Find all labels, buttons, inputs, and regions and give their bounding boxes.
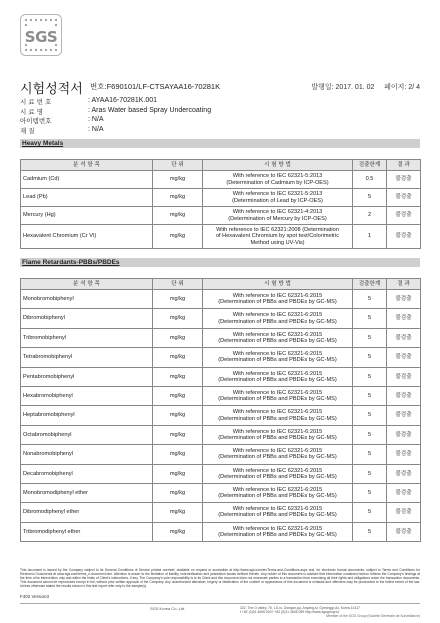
- method-line: With reference to IEC 62321-5:2013: [232, 173, 323, 180]
- analyte: Hexabromobiphenyl: [21, 386, 153, 405]
- page-count: 페이지: 2/ 4: [384, 84, 420, 91]
- analyte: Tribromobiphenyl: [21, 328, 153, 347]
- unit: mg/kg: [153, 225, 203, 249]
- method-line: With reference to IEC 62321-6:2015: [232, 331, 323, 338]
- meta-key: 시 료 번 호: [20, 98, 52, 106]
- method: [203, 348, 353, 367]
- detection-limit: 5: [353, 189, 387, 207]
- meta-row: [20, 97, 420, 107]
- table-row: [21, 290, 421, 309]
- method-line: (Determination of PBBs and PBDEs by GC-MS): [218, 512, 337, 519]
- col-item-header: 분 석 항 목: [21, 279, 153, 290]
- analyte: Mercury (Hg): [21, 207, 153, 225]
- result: 불검출: [387, 445, 421, 464]
- unit: mg/kg: [153, 207, 203, 225]
- method: [203, 207, 353, 225]
- method-line: With reference to IEC 62321-6:2015: [232, 428, 323, 435]
- method-line: With reference to IEC 62321-6:2015: [232, 389, 323, 396]
- table-row: [21, 483, 421, 502]
- meta-row: [20, 126, 420, 136]
- table-row: [21, 522, 421, 541]
- result: 불검출: [387, 367, 421, 386]
- method: [203, 425, 353, 444]
- method: [203, 225, 353, 249]
- title-row: [20, 78, 420, 97]
- unit: mg/kg: [153, 425, 203, 444]
- method-line: With reference to IEC 62321-6:2015: [232, 409, 323, 416]
- method: [203, 386, 353, 405]
- method-line: With reference to IEC 62321-6:2015: [232, 448, 323, 455]
- table-header-row: [21, 279, 421, 290]
- method-line: (Determination of PBBs and PBDEs by GC-MS): [218, 318, 337, 325]
- table-row: [21, 348, 421, 367]
- report-number: 번호:F690101/LF-CTSAYAA16-70281K: [90, 82, 221, 91]
- meta-row: [20, 107, 420, 117]
- analyte: Monobromobiphenyl: [21, 290, 153, 309]
- meta-key: 재 질: [20, 126, 35, 135]
- sample-meta: [20, 97, 420, 135]
- analyte: Lead (Pb): [21, 189, 153, 207]
- detection-limit: 5: [353, 445, 387, 464]
- analyte: Tetrabromobiphenyl: [21, 348, 153, 367]
- result: 불검출: [387, 290, 421, 309]
- col-unit-header: 단 위: [153, 279, 203, 290]
- analyte: Monobromodiphenyl ether: [21, 483, 153, 502]
- unit: mg/kg: [153, 348, 203, 367]
- detection-limit: 5: [353, 483, 387, 502]
- method: [203, 171, 353, 189]
- method: [203, 290, 353, 309]
- col-mdl-header: 검출한계: [353, 279, 387, 290]
- detection-limit: 5: [353, 406, 387, 425]
- detection-limit: 0.5: [353, 171, 387, 189]
- table-row: [21, 171, 421, 189]
- col-mdl-header: 검출한계: [353, 160, 387, 171]
- detection-limit: 5: [353, 425, 387, 444]
- flame-retardants-rows: [21, 290, 421, 542]
- table-row: [21, 328, 421, 347]
- method: [203, 445, 353, 464]
- detection-limit: 5: [353, 309, 387, 328]
- col-method-header: 시 험 방 법: [203, 279, 353, 290]
- table-row: [21, 367, 421, 386]
- method-line: (Determination of PBBs and PBDEs by GC-MS): [218, 396, 337, 403]
- address-line: 322, The O valley, 76, LS-ro, Dongan-gu, Anyang-si, Gyeonggi-do, Korea 14117: [240, 606, 360, 610]
- method-line: With reference to IEC 62321-4:2013: [232, 209, 323, 216]
- heavy-metals-table: [20, 159, 421, 249]
- method-line: (Determination of PBBs and PBDEs by GC-MS): [218, 337, 337, 344]
- logo-wordmark: SGS: [24, 28, 58, 46]
- result: 불검출: [387, 189, 421, 207]
- analyte: Decabromobiphenyl: [21, 464, 153, 483]
- issue-date: 발행일: 2017. 01. 02: [311, 84, 375, 91]
- company-name: SGS Korea Co.,Ltd.: [150, 606, 186, 611]
- unit: mg/kg: [153, 522, 203, 541]
- method: [203, 503, 353, 522]
- unit: mg/kg: [153, 464, 203, 483]
- analyte: Nonabromobiphenyl: [21, 445, 153, 464]
- col-item-header: 분 석 항 목: [21, 160, 153, 171]
- detection-limit: 5: [353, 386, 387, 405]
- method-line: of Hexavalent Chromium by spot test/Colorimetric: [215, 233, 340, 240]
- table-row: [21, 503, 421, 522]
- section-flame-retardants: Flame Retardants-PBBs/PBDEs: [20, 258, 420, 267]
- table-row: [21, 207, 421, 225]
- result: 불검출: [387, 522, 421, 541]
- col-unit-header: 단 위: [153, 160, 203, 171]
- method-line: With reference to IEC 62321-6:2015: [232, 467, 323, 474]
- col-result-header: 결 과: [387, 160, 421, 171]
- table-row: [21, 225, 421, 249]
- result: 불검출: [387, 503, 421, 522]
- detection-limit: 2: [353, 207, 387, 225]
- table-row: [21, 189, 421, 207]
- table-row: [21, 445, 421, 464]
- detection-limit: 5: [353, 503, 387, 522]
- method: [203, 406, 353, 425]
- method-line: (Determination of PBBs and PBDEs by GC-MS): [218, 473, 337, 480]
- group-membership: Member of the SGS Group (Société Générale de Surveillance): [326, 614, 420, 618]
- table-row: [21, 425, 421, 444]
- detection-limit: 5: [353, 290, 387, 309]
- analyte: Tribromodiphenyl ether: [21, 522, 153, 541]
- unit: mg/kg: [153, 445, 203, 464]
- table-row: [21, 386, 421, 405]
- result: 불검출: [387, 425, 421, 444]
- method-line: With reference to IEC 62321-6:2015: [232, 506, 323, 513]
- method: [203, 328, 353, 347]
- table-row: [21, 464, 421, 483]
- result: 불검출: [387, 171, 421, 189]
- table-row: [21, 406, 421, 425]
- unit: mg/kg: [153, 386, 203, 405]
- meta-row: [20, 116, 420, 126]
- unit: mg/kg: [153, 483, 203, 502]
- method-line: (Determination of PBBs and PBDEs by GC-MS): [218, 376, 337, 383]
- analyte: Octabromobiphenyl: [21, 425, 153, 444]
- result: 불검출: [387, 483, 421, 502]
- meta-value: : N/A: [88, 116, 104, 123]
- method-line: With reference to IEC 62321-6:2015: [232, 351, 323, 358]
- method-line: (Determination of Lead by ICP-OES): [232, 197, 323, 204]
- analyte: Heptabromobiphenyl: [21, 406, 153, 425]
- flame-retardants-table: [20, 278, 421, 542]
- method-line: (Determination of Mercury by ICP-OES): [228, 215, 327, 222]
- unit: mg/kg: [153, 171, 203, 189]
- result: 불검출: [387, 309, 421, 328]
- method: [203, 367, 353, 386]
- detection-limit: 1: [353, 225, 387, 249]
- col-method-header: 시 험 방 법: [203, 160, 353, 171]
- meta-key: 시 료 명: [20, 107, 43, 116]
- unit: mg/kg: [153, 406, 203, 425]
- method-line: (Determination of PBBs and PBDEs by GC-MS): [218, 454, 337, 461]
- sgs-logo: [20, 14, 62, 56]
- result: 불검출: [387, 328, 421, 347]
- result: 불검출: [387, 225, 421, 249]
- legal-disclaimer: This document is issued by the Company subject to its General Conditions of Service printed overleaf, available on request or accessible at http://www.sgs.com/en/Terms-and-Conditions.aspx and, for electronic format documents, subject to Terms and Conditions for Electronic Documents at www.sgs.com/terms_e-document.htm. Attention is drawn to the limitation of liability, indemnification and jurisdiction issues defined therein. Any holder of this document is advised that information contained hereon reflects the Company's findings at the time of its intervention only and within the limits of Client's instructions, if any. The Company's sole responsibility is to its Client and this document does not exonerate parties to a transaction from exercising all their rights and obligations under the transaction documents. This document cannot be reproduced except in full, without prior written approval of the Company. Any unauthorized alteration, forgery or falsification of the content or appearance of this document is unlawful and offenders may be prosecuted to the fullest extent of the law. Unless otherwise stated the results shown in this test report refer only to the sample(s).: [20, 568, 420, 589]
- method-line: (Determination of PBBs and PBDEs by GC-MS): [218, 357, 337, 364]
- col-result-header: 결 과: [387, 279, 421, 290]
- detection-limit: 5: [353, 522, 387, 541]
- method-line: Method using UV-Vis): [250, 239, 305, 246]
- method-line: With reference to IEC 62321-6:2015: [232, 486, 323, 493]
- analyte: Pentabromobiphenyl: [21, 367, 153, 386]
- table-row: [21, 309, 421, 328]
- method-line: With reference to IEC 62321-6:2015: [232, 292, 323, 299]
- meta-key: 아이템번호: [20, 117, 52, 125]
- issue-date-and-page: [311, 82, 420, 92]
- method-line: (Determination of Cadmium by ICP-OES): [226, 179, 329, 186]
- method-line: (Determination of PBBs and PBDEs by GC-MS): [218, 434, 337, 441]
- footer-divider: [20, 603, 420, 604]
- unit: mg/kg: [153, 328, 203, 347]
- method: [203, 522, 353, 541]
- method-line: (Determination of PBBs and PBDEs by GC-MS): [218, 531, 337, 538]
- result: 불검출: [387, 386, 421, 405]
- method: [203, 189, 353, 207]
- method-line: With reference to IEC 62321-6:2015: [232, 312, 323, 319]
- unit: mg/kg: [153, 503, 203, 522]
- result: 불검출: [387, 348, 421, 367]
- section-heavy-metals: Heavy Metals: [20, 139, 420, 148]
- unit: mg/kg: [153, 367, 203, 386]
- method: [203, 483, 353, 502]
- method-line: (Determination of PBBs and PBDEs by GC-MS): [218, 415, 337, 422]
- detection-limit: 5: [353, 328, 387, 347]
- result: 불검출: [387, 207, 421, 225]
- meta-value: : AYAA16-70281K.001: [88, 97, 158, 104]
- unit: mg/kg: [153, 309, 203, 328]
- method-line: With reference to IEC 62321:2008 (Determination: [216, 227, 339, 234]
- table-header-row: [21, 160, 421, 171]
- meta-value: : N/A: [88, 125, 104, 133]
- contact-line: t +82 (0)31 4608 000 f +82 (0)31 4608 059 http://www.sgsgroup.kr: [240, 610, 340, 615]
- method-line: With reference to IEC 62321-5:2013: [232, 191, 323, 198]
- method: [203, 464, 353, 483]
- detection-limit: 5: [353, 464, 387, 483]
- result: 불검출: [387, 464, 421, 483]
- document-title: 시험성적서: [20, 82, 83, 97]
- method-line: (Determination of PBBs and PBDEs by GC-MS): [218, 493, 337, 500]
- method-line: With reference to IEC 62321-6:2015: [232, 370, 323, 377]
- analyte: Hexavalent Chromium (Cr VI): [21, 225, 153, 249]
- unit: mg/kg: [153, 290, 203, 309]
- analyte: Dibromodiphenyl ether: [21, 503, 153, 522]
- form-number: F402 Version3: [20, 594, 50, 599]
- analyte: Cadmium (Cd): [21, 171, 153, 189]
- unit: mg/kg: [153, 189, 203, 207]
- method: [203, 309, 353, 328]
- analyte: Dibromobiphenyl: [21, 309, 153, 328]
- meta-value: : Aras Water based Spray Undercoating: [88, 106, 212, 114]
- detection-limit: 5: [353, 367, 387, 386]
- detection-limit: 5: [353, 348, 387, 367]
- result: 불검출: [387, 406, 421, 425]
- method-line: With reference to IEC 62321-6:2015: [232, 525, 323, 532]
- method-line: (Determination of PBBs and PBDEs by GC-MS): [218, 299, 337, 306]
